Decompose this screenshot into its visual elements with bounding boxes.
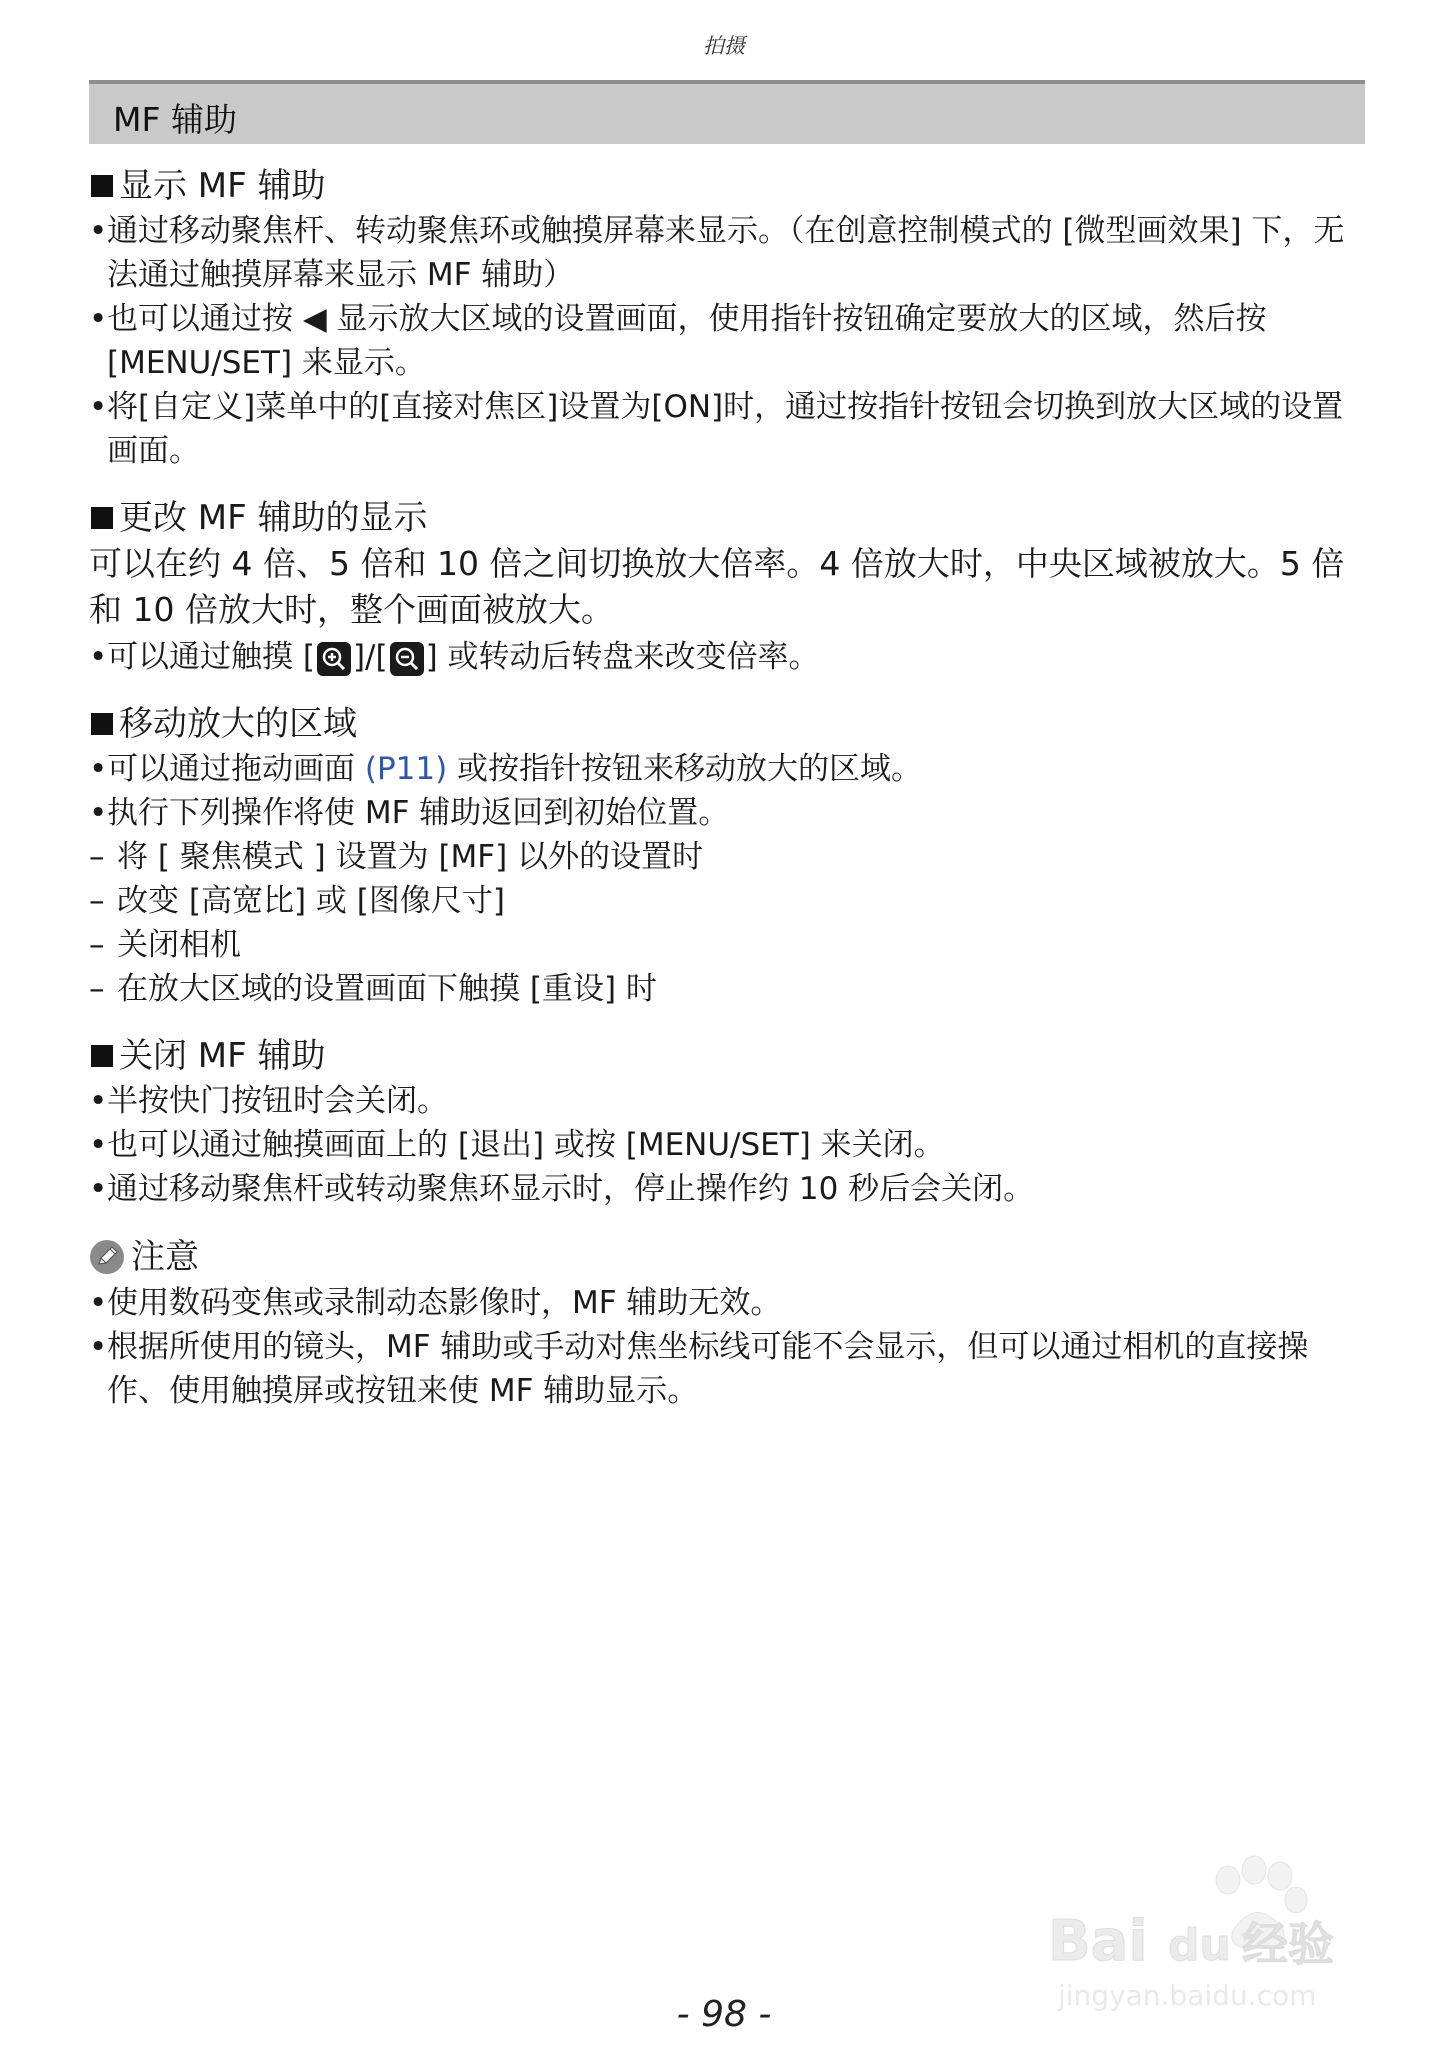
list-item: •根据所使用的镜头，MF 辅助或手动对焦坐标线可能不会显示，但可以通过相机的直接操作、使用触摸屏或按钮来使 MF 辅助显示。 [89, 1329, 1309, 1409]
section-title-bar [89, 80, 1365, 144]
list-item: •可以通过拖动画面 (P11) 或按指针按钮来移动放大的区域。 [89, 751, 923, 787]
note-heading: 注意 [89, 1233, 1365, 1281]
list-item: •通过移动聚焦杆、转动聚焦环或触摸屏幕来显示。（在创意控制模式的 [微型画效果] 下，无法通过触摸屏幕来显示 MF 辅助） [89, 213, 1345, 293]
dash-list-item: – 将 [ 聚焦模式 ] 设置为 [MF] 以外的设置时 [89, 839, 704, 875]
list-item: •执行下列操作将使 MF 辅助返回到初始位置。 [89, 795, 730, 831]
dash-list-item: – 关闭相机 [89, 927, 241, 963]
section-heading: 移动放大的区域 [89, 701, 1365, 747]
pencil-note-icon [89, 1239, 125, 1275]
square-bullet-icon [91, 175, 113, 197]
section-close-mf-assist [89, 1033, 1365, 1211]
section-heading: 关闭 MF 辅助 [89, 1033, 1365, 1079]
section-show-mf-assist [89, 163, 1365, 473]
svg-text:Bai: Bai [1048, 1909, 1148, 1974]
page-number: - 98 - [676, 1994, 772, 2035]
zoom-in-icon [317, 642, 351, 676]
section-heading: 显示 MF 辅助 [89, 163, 1365, 209]
list-item: •通过移动聚焦杆或转动聚焦环显示时，停止操作约 10 秒后会关闭。 [89, 1171, 1035, 1207]
section-move-zoom-area [89, 701, 1365, 1011]
list-item: •可以通过触摸 [ ]/[ ] 或转动后转盘来改变倍率。 [89, 639, 820, 675]
svg-text:du: du [1168, 1920, 1231, 1971]
square-bullet-icon [91, 507, 113, 529]
baidu-watermark-logo [1028, 1840, 1388, 2020]
list-item: •将[自定义]菜单中的[直接对焦区]设置为[ON]时，通过按指针按钮会切换到放大区域的设置画面。 [89, 389, 1344, 469]
section-change-mf-display [89, 495, 1365, 679]
list-item: •使用数码变焦或录制动态影像时，MF 辅助无效。 [89, 1285, 782, 1321]
svg-text:经验: 经验 [1242, 1917, 1334, 1971]
page-header-label: 拍摄 [703, 34, 745, 58]
dash-list-item: – 在放大区域的设置画面下触摸 [重设] 时 [89, 971, 657, 1007]
page-content [89, 163, 1365, 1435]
svg-text:jingyan.baidu.com: jingyan.baidu.com [1058, 1979, 1317, 2012]
list-item: •也可以通过按 ◀ 显示放大区域的设置画面，使用指针按钮确定要放大的区域，然后按 [MENU/SET] 来显示。 [89, 301, 1267, 381]
list-item: •半按快门按钮时会关闭。 [89, 1083, 448, 1119]
dash-list-item: – 改变 [高宽比] 或 [图像尺寸] [89, 883, 505, 919]
section-title: MF 辅助 [113, 100, 237, 139]
square-bullet-icon [91, 1045, 113, 1067]
page-link[interactable]: (P11) [364, 751, 448, 787]
zoom-out-icon [390, 642, 424, 676]
section-heading: 更改 MF 辅助的显示 [89, 495, 1365, 541]
list-item: •也可以通过触摸画面上的 [退出] 或按 [MENU/SET] 来关闭。 [89, 1127, 945, 1163]
body-paragraph: 可以在约 4 倍、5 倍和 10 倍之间切换放大倍率。4 倍放大时，中央区域被放大。5 倍和 10 倍放大时，整个画面被放大。 [89, 544, 1345, 629]
square-bullet-icon [91, 713, 113, 735]
note-section [89, 1233, 1365, 1413]
